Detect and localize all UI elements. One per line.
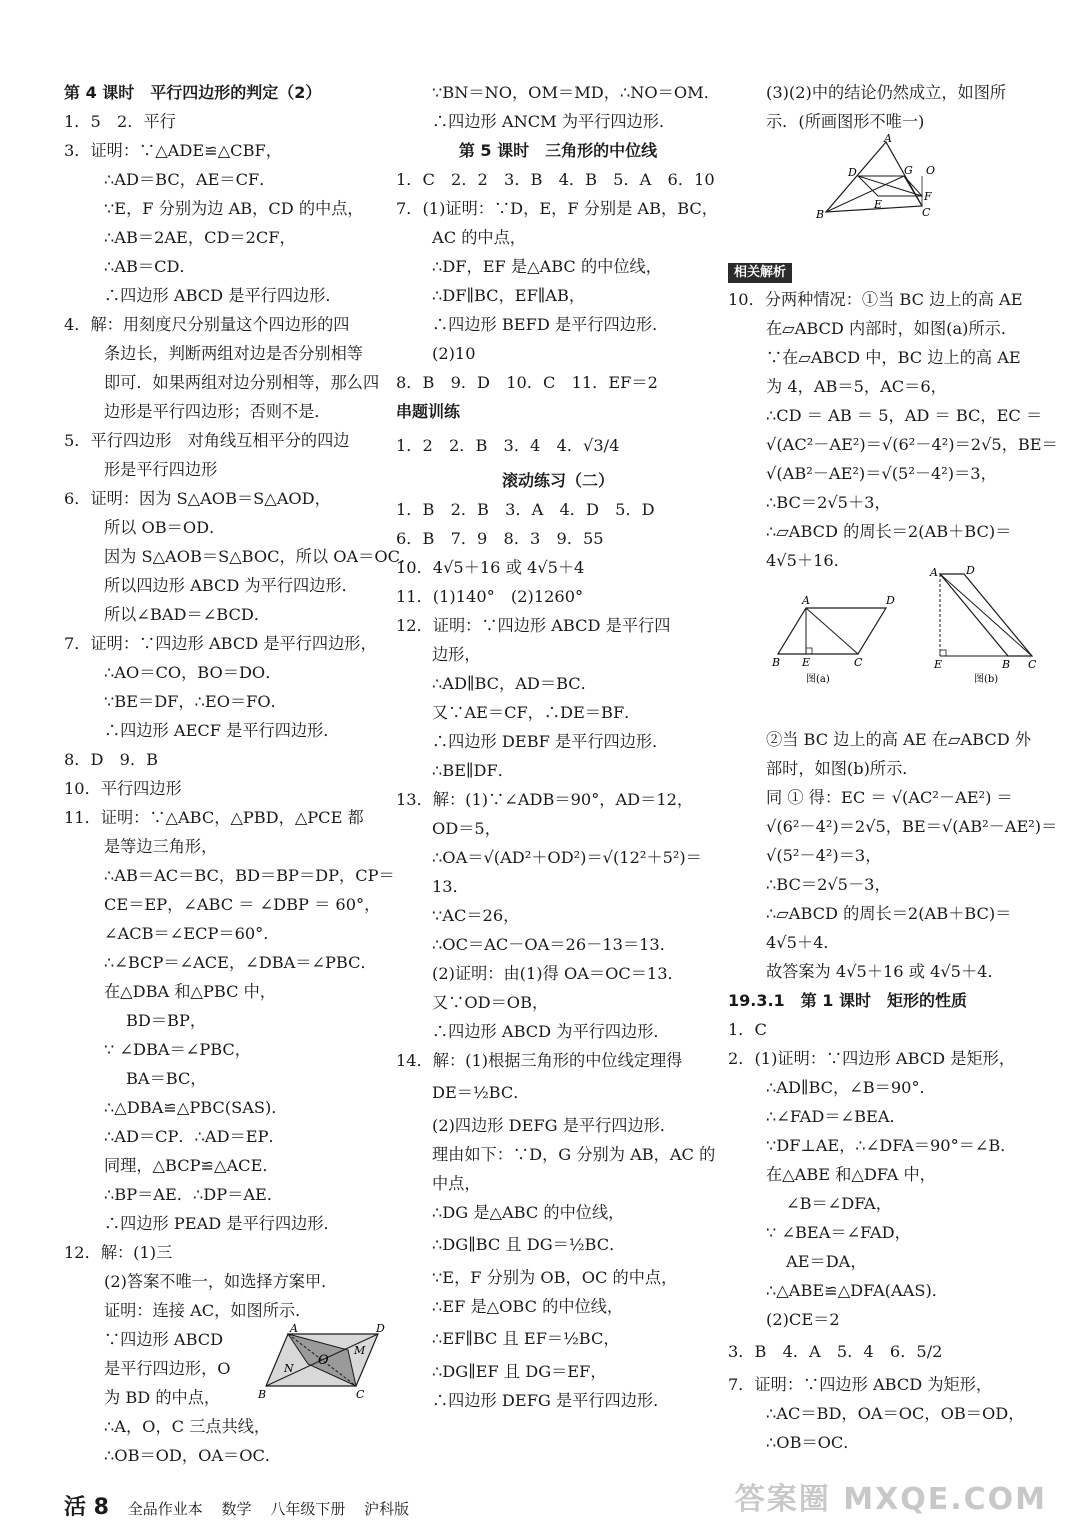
answer-line: ∴CD ＝ AB ＝ 5，AD ＝ BC，EC ＝ [766, 406, 1043, 425]
page-number: 活 8 [64, 1495, 109, 1520]
answer-line: 10．分两种情况：①当 BC 边上的高 AE [728, 290, 1023, 309]
answer-line: 所以四边形 ABCD 为平行四边形． [104, 576, 358, 595]
answer-line: √(AC²－AE²)＝√(6²－4²)＝2√5，BE＝ [766, 435, 1058, 454]
answer-line: ∴EF 是△OBC 的中位线， [432, 1297, 624, 1316]
fig-label: D [886, 594, 895, 607]
answer-line: 所以∠BAD＝∠BCD． [104, 605, 271, 624]
answer-line: BD＝BP， [126, 1011, 207, 1030]
answer-line: ∴AB＝AC＝BC，BD＝BP＝DP，CP＝ [104, 866, 395, 885]
answer-line: 为 BD 的中点， [104, 1388, 221, 1407]
answer-line: 5．平行四边形 对角线互相平分的四边 [64, 431, 350, 450]
answer-line: AE＝DA， [786, 1252, 867, 1271]
answer-line: ∴AO＝CO，BO＝DO． [104, 663, 282, 682]
answer-line: 1．C [728, 1020, 767, 1039]
answer-line: (2)答案不唯一，如选择方案甲． [104, 1272, 338, 1291]
answer-line: 3．B 4．A 5．4 6．5/2 [728, 1342, 943, 1361]
fig-label: G [904, 164, 913, 177]
answer-line: 1．C 2．2 3．B 4．B 5．A 6．10 [396, 170, 715, 189]
answer-line: ∴四边形 AECF 是平行四边形． [104, 721, 340, 740]
figure-a [766, 594, 896, 686]
answer-line: 又∵OD＝OB， [432, 993, 549, 1012]
section-heading: 滚动练习（二） [501, 471, 614, 490]
answer-line: ∵四边形 ABCD [104, 1330, 224, 1349]
answer-line: 7．证明：∵四边形 ABCD 是平行四边形， [64, 634, 377, 653]
edition-label: 沪科版 [364, 1500, 410, 1518]
answer-line: BA＝BC， [126, 1069, 207, 1088]
answer-line: 12．解：(1)三 [64, 1243, 173, 1262]
answer-line: ∵ ∠DBA＝∠PBC， [104, 1040, 251, 1059]
fig-label: M [354, 1344, 366, 1357]
answer-line: (2)CE＝2 [766, 1310, 840, 1329]
answer-line: 1．B 2．B 3．A 4．D 5．D [396, 500, 655, 519]
answer-line: 在△ABE 和△DFA 中， [766, 1165, 936, 1184]
fig-caption: 图(b) [974, 674, 999, 685]
answer-column-1 [64, 78, 417, 1470]
answer-line: 理由如下：∵D，G 分别为 AB，AC 的 [432, 1145, 716, 1164]
answer-line: 边形是平行四边形；否则不是． [104, 402, 331, 421]
figure-b [930, 564, 1040, 686]
answer-line: ∴BP＝AE．∴DP＝AE． [104, 1185, 284, 1204]
fig-label: O [318, 1353, 329, 1368]
answer-line: 2．(1)证明：∵四边形 ABCD 是矩形， [728, 1049, 1016, 1068]
answer-line: ∴AB＝CD． [104, 257, 196, 276]
answer-line: (2)10 [432, 344, 476, 363]
answer-line: 条边长，判断两组对边是否分别相等 [104, 344, 363, 363]
answer-line: ∴∠BCP＝∠ACE，∠DBA＝∠PBC． [104, 953, 377, 972]
answer-line: 12．证明：∵四边形 ABCD 是平行四 [396, 616, 671, 635]
answer-line: ∴四边形 DEBF 是平行四边形． [432, 732, 669, 751]
answer-line: ∴▱ABCD 的周长＝2(AB＋BC)＝ [766, 522, 1012, 541]
answer-line: ∴DF，EF 是△ABC 的中位线， [432, 257, 662, 276]
answer-line: ∵AC＝26， [432, 906, 520, 925]
answer-line: ∴BE∥DF． [432, 761, 514, 780]
answer-line: ∴△DBA≌△PBC(SAS)． [104, 1098, 288, 1117]
answer-line: 11．证明：∵△ABC，△PBD，△PCE 都 [64, 808, 364, 827]
fig-label: D [376, 1322, 385, 1335]
fig-label: E [874, 198, 883, 211]
answer-line: ∴四边形 ANCM 为平行四边形． [432, 112, 676, 131]
answer-line: 在△DBA 和△PBC 中， [104, 982, 276, 1001]
answer-line: ∴OB＝OC． [766, 1433, 860, 1452]
answer-line: 部时，如图(b)所示． [766, 759, 919, 778]
fig-label: E [934, 658, 943, 671]
answer-line: ∴AC＝BD，OA＝OC，OB＝OD， [766, 1404, 1025, 1423]
related-analysis-badge: 相关解析 [728, 263, 792, 283]
answer-line: 故答案为 4√5＋16 或 4√5＋4． [766, 962, 1004, 981]
answer-line: 是平行四边形，O [104, 1359, 231, 1378]
section-heading: 第 4 课时 平行四边形的判定（2） [64, 83, 322, 102]
answer-line: OD＝5， [432, 819, 501, 838]
section-heading: 串题训练 [396, 402, 461, 421]
answer-line: 1．2 2．B 3．4 4．√3/4 [396, 436, 620, 455]
subject-label: 数学 [221, 1500, 252, 1518]
answer-line: ∴OC＝AC－OA＝26－13＝13． [432, 935, 676, 954]
answer-line: ∴四边形 PEAD 是平行四边形． [104, 1214, 340, 1233]
answer-line: 是等边三角形， [104, 837, 218, 856]
answer-line: 13．解：(1)∵∠ADB＝90°，AD＝12， [396, 790, 694, 809]
answer-line: ∠B＝∠DFA， [786, 1194, 892, 1213]
fig-label: C [854, 656, 863, 669]
answer-line: 中点， [432, 1174, 481, 1193]
fig-label: A [884, 132, 892, 145]
answer-line: DE＝½BC． [432, 1083, 530, 1102]
answer-line: ∵ ∠BEA＝∠FAD， [766, 1223, 911, 1242]
fig-label: C [922, 206, 931, 219]
answer-line: 4√5＋16． [766, 551, 850, 570]
answer-line: (3)(2)中的结论仍然成立，如图所 [766, 83, 1007, 102]
fig-label: B [816, 208, 825, 221]
answer-line: ∴四边形 ABCD 是平行四边形． [104, 286, 342, 305]
answer-line: 边形， [432, 645, 481, 664]
answer-line: 6．证明：因为 S△AOB＝S△AOD， [64, 489, 331, 508]
answer-line: 即可．如果两组对边分别相等，那么四 [104, 373, 380, 392]
fig-label: C [356, 1388, 365, 1401]
answer-line: 证明：连接 AC，如图所示． [104, 1301, 312, 1320]
answer-line: ∴AD＝BC，AE＝CF． [104, 170, 276, 189]
answer-line: ∴OA＝√(AD²＋OD²)＝√(12²＋5²)＝ [432, 848, 702, 867]
answer-line: ∴OB＝OD，OA＝OC． [104, 1446, 282, 1465]
answer-line: 4．解：用刻度尺分别量这个四边形的四 [64, 315, 350, 334]
answer-line: ∴▱ABCD 的周长＝2(AB＋BC)＝ [766, 904, 1012, 923]
answer-line: 8．B 9．D 10．C 11．EF＝2 [396, 373, 658, 392]
answer-column-2 [396, 78, 720, 1415]
answer-line: 为 4，AB＝5，AC＝6， [766, 377, 947, 396]
answer-line: ∴DG∥BC 且 DG＝½BC． [432, 1235, 626, 1254]
answer-line: 13． [432, 877, 469, 896]
answer-line: ∴DF∥BC，EF∥AB， [432, 286, 586, 305]
triangle-parallelogram-figure [812, 134, 942, 224]
answer-line: ∵E，F 分别为边 AB，CD 的中点， [104, 199, 364, 218]
fig-caption: 图(a) [806, 674, 830, 685]
answer-line: ∴BC＝2√5＋3， [766, 493, 891, 512]
answer-line: ∵在▱ABCD 中，BC 边上的高 AE [766, 348, 1021, 367]
answer-line: CE＝EP，∠ABC ＝ ∠DBP ＝ 60°， [104, 895, 381, 914]
fig-label: B [772, 656, 781, 669]
answer-line: 14．解：(1)根据三角形的中位线定理得 [396, 1051, 683, 1070]
answer-line: ②当 BC 边上的高 AE 在▱ABCD 外 [766, 730, 1032, 749]
fig-label: B [1002, 658, 1011, 671]
answer-line: 11．(1)140° (2)1260° [396, 587, 584, 606]
answer-line: 形是平行四边形 [104, 460, 218, 479]
answer-line: ∴DG∥EF 且 DG＝EF， [432, 1362, 607, 1381]
answer-line: 因为 S△AOB＝S△BOC，所以 OA＝OC． [104, 547, 417, 566]
fig-label: D [966, 564, 975, 577]
related-analysis-badge-row [728, 256, 1048, 285]
answer-line: 10．平行四边形 [64, 779, 182, 798]
fig-label: A [802, 594, 810, 607]
answer-line: 1．5 2．平行 [64, 112, 176, 131]
answer-line: √(AB²－AE²)＝√(5²－4²)＝3， [766, 464, 997, 483]
answer-line: ∴∠FAD＝∠BEA． [766, 1107, 906, 1126]
answer-column-3 [728, 78, 1058, 1457]
answer-line: 7．(1)证明：∵D，E，F 分别是 AB，BC， [396, 199, 718, 218]
answer-line: ∵BE＝DF，∴EO＝FO． [104, 692, 287, 711]
fig-label: B [258, 1388, 267, 1401]
answer-line: ∵DF⊥AE，∴∠DFA＝90°＝∠B． [766, 1136, 1017, 1155]
answer-line: ∴DG 是△ABC 的中位线， [432, 1203, 625, 1222]
answer-line: ∴△ABE≌△DFA(AAS)． [766, 1281, 948, 1300]
answer-line: 4√5＋4． [766, 933, 840, 952]
fig-label: A [930, 566, 938, 579]
answer-line: ∴A，O，C 三点共线， [104, 1417, 271, 1436]
book-title: 全品作业本 [127, 1500, 203, 1518]
section-heading: 19.3.1 第 1 课时 矩形的性质 [728, 991, 967, 1010]
answer-line: ∴AD＝CP．∴AD＝EP． [104, 1127, 285, 1146]
watermark-logo: 答案圈 MXQE.COM [734, 1482, 1047, 1517]
answer-line: ∴四边形 ABCD 为平行四边形． [432, 1022, 670, 1041]
answer-line: ∵E，F 分别为 OB，OC 的中点， [432, 1268, 678, 1287]
answer-line: ∴AD∥BC，AD＝BC． [432, 674, 597, 693]
answer-line: (2)证明：由(1)得 OA＝OC＝13． [432, 964, 684, 983]
fig-label: N [284, 1362, 294, 1375]
fig-label: O [926, 164, 936, 177]
answer-line: √(5²－4²)＝3， [766, 846, 882, 865]
answer-line: ∴四边形 DEFG 是平行四边形． [432, 1391, 670, 1410]
answer-line: 又∵AE＝CF，∴DE＝BF． [432, 703, 641, 722]
answer-line: 示．(所画图形不唯一) [766, 112, 925, 131]
answer-line: 10．4√5＋16 或 4√5＋4 [396, 558, 585, 577]
fig-label: F [924, 190, 932, 203]
answer-line: ∴四边形 BEFD 是平行四边形． [432, 315, 669, 334]
answer-line: (2)四边形 DEFG 是平行四边形． [432, 1116, 677, 1135]
parallelogram-figure-12 [258, 1322, 385, 1402]
answer-line: ∵BN＝NO，OM＝MD，∴NO＝OM． [432, 83, 720, 102]
fig-label: C [1028, 658, 1037, 671]
page-footer [64, 1490, 423, 1521]
section-heading: 第 5 课时 三角形的中位线 [458, 141, 658, 160]
answer-line: 同 ① 得：EC ＝ √(AC²－AE²) ＝ [766, 788, 1013, 807]
answer-line: ∴AD∥BC，∠B＝90°． [766, 1078, 936, 1097]
answer-line: 7．证明：∵四边形 ABCD 为矩形， [728, 1375, 993, 1394]
fig-label: D [848, 166, 857, 179]
answer-line: AC 的中点， [432, 228, 526, 247]
answer-line: ∠ACB＝∠ECP＝60°． [104, 924, 280, 943]
answer-line: 6．B 7．9 8．3 9．55 [396, 529, 604, 548]
answer-line: ∴EF∥BC 且 EF＝½BC， [432, 1329, 620, 1348]
answer-line: 所以 OB＝OD． [104, 518, 226, 537]
answer-line: 在▱ABCD 内部时，如图(a)所示． [766, 319, 1018, 338]
answer-line: ∴BC＝2√5－3， [766, 875, 891, 894]
answer-line: 同理，△BCP≌△ACE． [104, 1156, 279, 1175]
answer-line: 3．证明：∵△ADE≌△CBF， [64, 141, 282, 160]
fig-label: E [802, 656, 811, 669]
grade-label: 八年级下册 [270, 1500, 346, 1518]
answer-line: √(6²－4²)＝2√5，BE＝√(AB²－AE²)＝ [766, 817, 1058, 836]
fig-label: A [290, 1322, 298, 1335]
answer-line: 8．D 9．B [64, 750, 159, 769]
answer-line: ∴AB＝2AE，CD＝2CF， [104, 228, 296, 247]
